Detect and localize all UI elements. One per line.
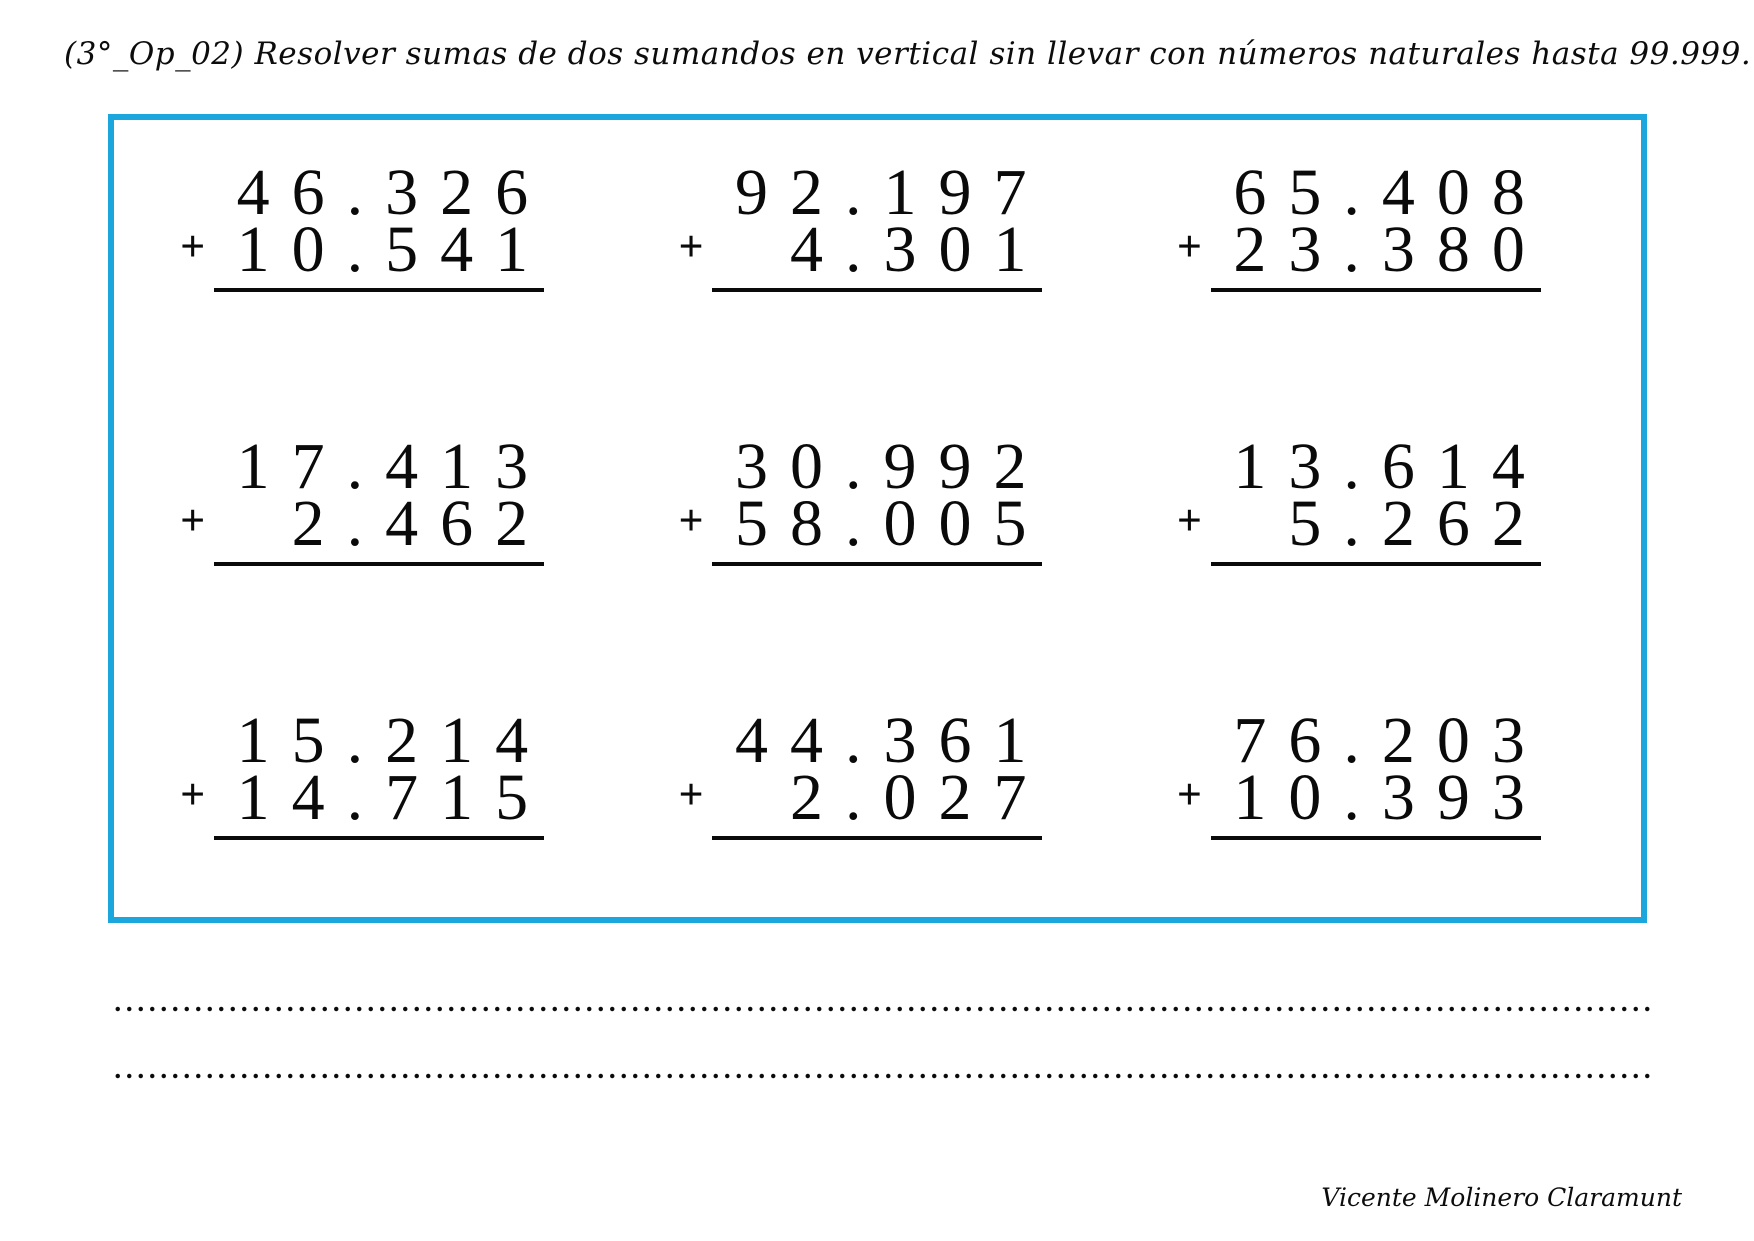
plus-operator: + (180, 770, 206, 819)
addend-top: 13.614 (1233, 430, 1547, 503)
addition-problem (678, 156, 1049, 292)
addend-bottom: 5.262 (1288, 487, 1547, 560)
addition-problem (1176, 156, 1547, 292)
plus-operator: + (1176, 496, 1202, 545)
problem-column (1176, 156, 1547, 292)
problems-grid (114, 120, 1641, 840)
page-title: (3°_Op_02) Resolver sumas de dos sumandos en vertical sin llevar con números naturales hasta 99.999. (64, 36, 1752, 72)
addition-problem (678, 430, 1049, 566)
plus-operator: + (678, 222, 704, 271)
addend-top: 65.408 (1233, 156, 1547, 229)
addend-bottom: 10.393 (1233, 761, 1547, 834)
answer-dotted-line-1 (112, 1006, 1650, 1012)
addend-top: 30.992 (734, 430, 1049, 503)
addend-top: 44.361 (734, 704, 1049, 777)
addition-problem (180, 430, 551, 566)
answer-dotted-line-2 (112, 1073, 1650, 1079)
addend-top: 76.203 (1233, 704, 1547, 777)
addend-bottom: 4.301 (789, 213, 1049, 286)
addend-bottom: 2.462 (291, 487, 551, 560)
addition-problem (1176, 704, 1547, 840)
addition-problem (180, 156, 551, 292)
addend-top: 15.214 (236, 704, 551, 777)
plus-operator: + (1176, 770, 1202, 819)
addend-bottom: 23.380 (1233, 213, 1547, 286)
addend-bottom: 2.027 (789, 761, 1049, 834)
problem-column (1176, 430, 1547, 566)
addition-problem (1176, 430, 1547, 566)
problem-column (180, 704, 551, 840)
problems-box (108, 114, 1647, 923)
problem-column (678, 704, 1049, 840)
plus-operator: + (180, 222, 206, 271)
problem-column (1176, 704, 1547, 840)
problem-column (678, 430, 1049, 566)
plus-operator: + (1176, 222, 1202, 271)
addend-top: 17.413 (236, 430, 551, 503)
addend-bottom: 58.005 (734, 487, 1049, 560)
addend-top: 46.326 (236, 156, 551, 229)
problem-column (180, 430, 551, 566)
addition-problem (180, 704, 551, 840)
plus-operator: + (180, 496, 206, 545)
addition-problem (678, 704, 1049, 840)
addend-top: 92.197 (734, 156, 1049, 229)
problem-column (180, 156, 551, 292)
plus-operator: + (678, 770, 704, 819)
plus-operator: + (678, 496, 704, 545)
addend-bottom: 14.715 (236, 761, 551, 834)
addend-bottom: 10.541 (236, 213, 551, 286)
author-signature: Vicente Molinero Claramunt (1321, 1183, 1682, 1212)
problem-column (678, 156, 1049, 292)
